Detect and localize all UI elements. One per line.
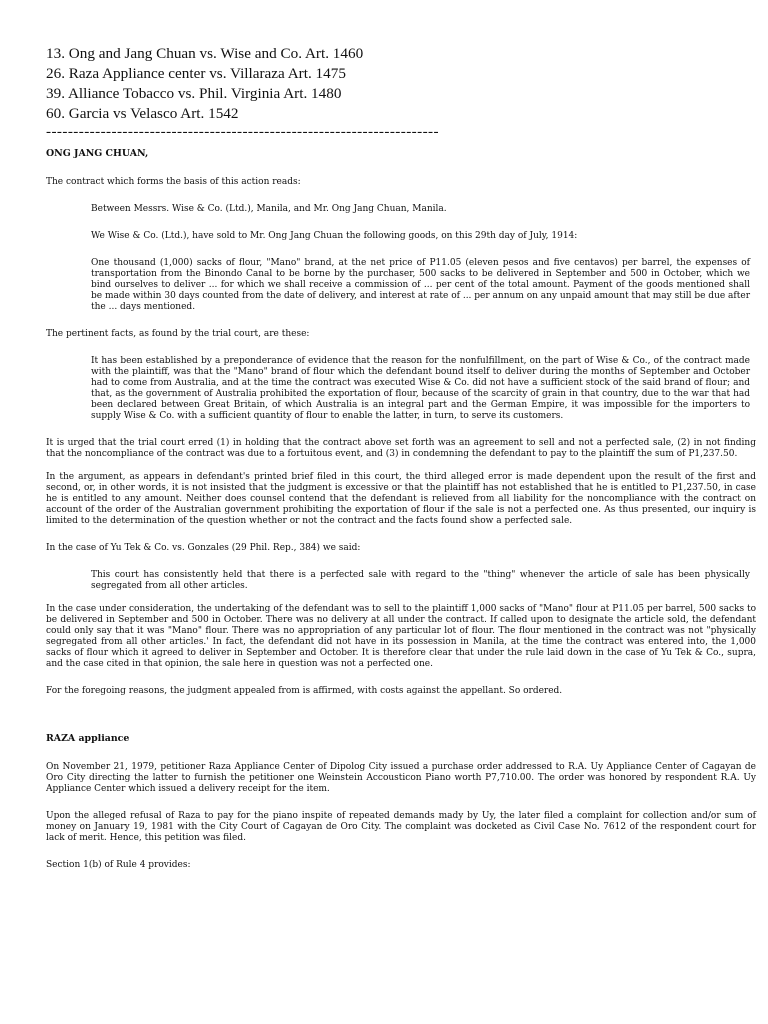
case2-heading: RAZA appliance xyxy=(46,733,130,744)
paragraph: Upon the alleged refusal of Raza to pay for the piano inspite of repeated demands mady by Uy, the later filed a complaint for collection and/or sum of money on January 19, 1981 with the City Court of Cagayan de Oro City. The complaint was docketed as Civil Case No. 7612 of the respondent court for lack of merit. Hence, this petition was filed. xyxy=(46,811,756,843)
paragraph: The contract which forms the basis of this action reads: xyxy=(46,177,301,187)
quoted-paragraph: We Wise & Co. (Ltd.), have sold to Mr. Ong Jang Chuan the following goods, on this 29th day of July, 1914: xyxy=(91,231,578,241)
document-body xyxy=(46,148,756,883)
dashed-divider: ------------------------------------------------------------------------ xyxy=(46,123,439,140)
paragraph: In the case of Yu Tek & Co. vs. Gonzales (29 Phil. Rep., 384) we said: xyxy=(46,543,361,553)
case-index-item: 26. Raza Appliance center vs. Villaraza Art. 1475 xyxy=(46,65,346,82)
case1-heading: ONG JANG CHUAN, xyxy=(46,148,149,159)
case-index-item: 13. Ong and Jang Chuan vs. Wise and Co. Art. 1460 xyxy=(46,45,364,62)
case-index-item: 39. Alliance Tobacco vs. Phil. Virginia Art. 1480 xyxy=(46,85,342,102)
paragraph: It is urged that the trial court erred (1) in holding that the contract above set forth was an agreement to sell and not a perfected sale, (2) in not finding that the noncompliance of the contract was due to a fortuitous event, and (3) in condemning the defendant to pay to the plaintiff the sum of P1,237.50. xyxy=(46,438,756,459)
quoted-paragraph: Between Messrs. Wise & Co. (Ltd.), Manila, and Mr. Ong Jang Chuan, Manila. xyxy=(91,204,447,214)
paragraph: For the foregoing reasons, the judgment appealed from is affirmed, with costs against the appellant. So ordered. xyxy=(46,686,563,696)
case-index-item: 60. Garcia vs Velasco Art. 1542 xyxy=(46,105,239,122)
quoted-paragraph: One thousand (1,000) sacks of flour, "Mano" brand, at the net price of P11.05 (eleven pesos and five centavos) per barrel, the expenses of transportation from the Binondo Canal to be borne by the purchaser, 500 sacks to be delivered in September and 500 in October, which we bind ourselves to deliver ... for which we shall receive a commission of ... per cent of the total amount. Payment of the goods mentioned shall be made within 30 days counted from the date of delivery, and interest at rate of ... per annum on any unpaid amount that may still be due after the ... days mentioned. xyxy=(91,258,750,312)
paragraph: The pertinent facts, as found by the trial court, are these: xyxy=(46,329,310,339)
paragraph: On November 21, 1979, petitioner Raza Appliance Center of Dipolog City issued a purchase order addressed to R.A. Uy Appliance Center of Cagayan de Oro City directing the latter to furnish the petitioner one Weinstein Accousticon Piano worth P7,710.00. The order was honored by respondent R.A. Uy Appliance Center which issued a delivery receipt for the item. xyxy=(46,762,756,794)
paragraph: Section 1(b) of Rule 4 provides: xyxy=(46,860,191,870)
paragraph: In the case under consideration, the undertaking of the defendant was to sell to the plaintiff 1,000 sacks of "Mano" flour at P11.05 per barrel, 500 sacks to be delivered in September and 500 in October. There was no delivery at all under the contract. If called upon to designate the article sold, the defendant could only say that it was "Mano" flour. There was no appropriation of any particular lot of flour. The flour mentioned in the contract was not "physically segregated from all other articles.' In fact, the defendant did not have in its possession in Manila, at the time the contract was entered into, the 1,000 sacks of flour which it agreed to deliver in September and October. It is therefore clear that under the rule laid down in the case of Yu Tek & Co., supra, and the case cited in that opinion, the sale here in question was not a perfected one. xyxy=(46,604,756,669)
quoted-paragraph: It has been established by a preponderance of evidence that the reason for the nonfulfillment, on the part of Wise & Co., of the contract made with the plaintiff, was that the "Mano" brand of flour which the defendant bound itself to deliver during the months of September and October had to come from Australia, and at the time the contract was executed Wise & Co. did not have a sufficient stock of the said brand of flour; and that, as the government of Australia prohibited the exportation of flour, because of the scarcity of grain in that country, due to the war that had been declared between Great Britain, of which Australia is an integral part and the German Empire, it was impossible for the importers to supply Wise & Co. with a sufficient quantity of flour to enable the latter, in turn, to serve its customers. xyxy=(91,356,750,421)
quoted-paragraph: This court has consistently held that there is a perfected sale with regard to the "thing" whenever the article of sale has been physically segregated from all other articles. xyxy=(91,570,750,591)
paragraph: In the argument, as appears in defendant's printed brief filed in this court, the third alleged error is made dependent upon the result of the first and second, or, in other words, it is not insisted that the judgment is excessive or that the plaintiff has not established that he is entitled to P1,237.50, in case he is entitled to any amount. Neither does counsel contend that the defendant is relieved from all liability for the noncompliance with the contract on account of the order of the Australian government prohibiting the exportation of flour if the sale is not a perfected one. As thus presented, our inquiry is limited to the determination of the question whether or not the contract and the facts found show a perfected sale. xyxy=(46,472,756,526)
case-index xyxy=(46,44,439,142)
